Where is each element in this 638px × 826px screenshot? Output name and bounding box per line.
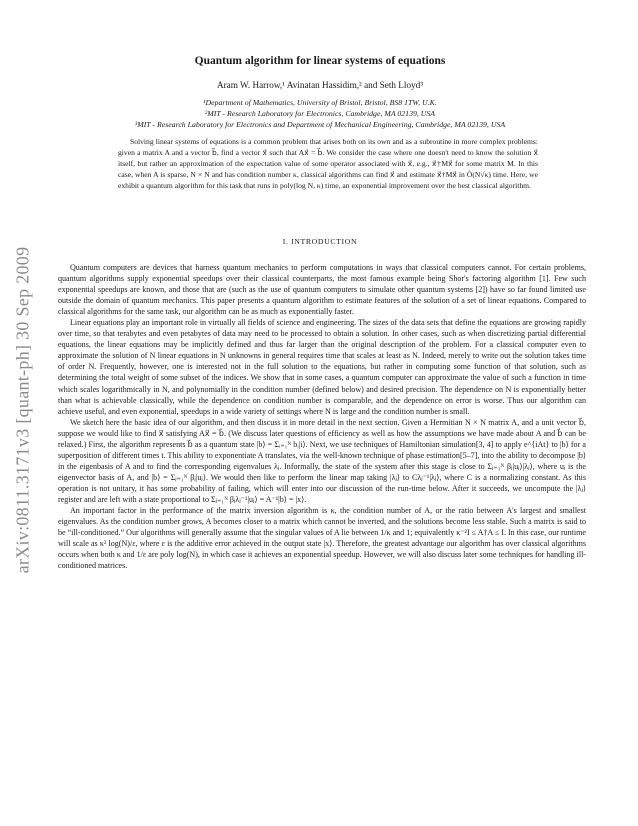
affiliation-2: ²MIT - Research Laboratory for Electronics, Cambridge, MA 02139, USA [204,109,436,118]
arxiv-stamp-text: arXiv:0811.3171v3 [quant-ph] 30 Sep 2009 [12,246,33,574]
paragraph: Quantum computers are devices that harness quantum mechanics to perform computations in ways that classical computers cannot. For certain problems, quantum algorithms supply exponential speedups over their classical counterparts, the most famous example being Shor's factoring algorithm [1]. Few such exponential speedups are known, and those that are (such as the use of quantum computers to simulate other quantum systems [2]) have so far found limited use outside the domain of quantum mechanics. This paper presents a quantum algorithm to estimate features of the solution of a set of linear equations. Compared to classical algorithms for the same task, our algorithm can be as much as exponentially faster. [58,263,586,317]
paper-title: Quantum algorithm for linear systems of equations [194,55,446,67]
paragraph: Linear equations play an important role in virtually all fields of science and engineering. The sizes of the data sets that define the equations are growing rapidly over time, so that terabytes and even petabytes of data may need to be processed to obtain a solution. In other cases, such as when discretizing partial differential equations, the linear equations may be implicitly defined and thus far larger than the original description of the problem. For a classical computer even to approximate the solution of N linear equations in N unknowns in general requires time that scales at least as N. Indeed, merely to write out the solution takes time of order N. Frequently, however, one is interested not in the full solution to the equations, but rather in computing some function of that solution, such as determining the total weight of some subset of the indices. We show that in some cases, a quantum computer can approximate the value of such a function in time which scales logarithmically in N, and polynomially in the condition number (defined below) and desired precision. The dependence on N is exponentially better than what is achievable classically, while the dependence on condition number is comparable, and the dependence on error is worse. Thus our algorithm can achieve useful, and even exponential, speedups in a wide variety of settings where N is large and the condition number is small. [58,318,586,416]
body-text [58,262,586,571]
section-heading: I. INTRODUCTION [282,237,358,246]
paragraph: We sketch here the basic idea of our algorithm, and then discuss it in more detail in the next section. Given a Hermitian N × N matrix A, and a unit vector b⃗, suppose we would like to find x⃗ satisfying Ax⃗ = b⃗. (We discuss later questions of efficiency as well as how the assumptions we have made about A and b⃗ can be relaxed.) First, the algorithm represents b⃗ as a quantum state |b⟩ = Σᵢ₌₁ᴺ bᵢ|i⟩. Next, we use techniques of Hamiltonian simulation[3, 4] to apply e^{iAt} to |b⟩ for a superposition of different times t. This ability to exponentiate A translates, via the well-known technique of phase estimation[5–7], into the ability to decompose |b⟩ in the eigenbasis of A and to find the corresponding eigenvalues λⱼ. Informally, the state of the system after this stage is close to Σⱼ₌₁ᴺ βⱼ|uⱼ⟩|λⱼ⟩, where uⱼ is the eigenvector basis of A, and |b⟩ = Σⱼ₌₁ᴺ βⱼ|uⱼ⟩. We would then like to perform the linear map taking |λⱼ⟩ to Cλⱼ⁻¹|λⱼ⟩, where C is a normalizing constant. As this operation is not unitary, it has some probability of failing, which will enter into our discussion of the run-time below. After it succeeds, we uncompute the |λⱼ⟩ register and are left with a state proportional to Σⱼ₌₁ᴺ βⱼλⱼ⁻¹|uⱼ⟩ = A⁻¹|b⟩ = |x⟩. [58,417,586,504]
affiliation-3: ³MIT - Research Laboratory for Electronics and Department of Mechanical Engineering, Cambridge, MA 02139, USA [134,120,506,129]
paragraph: An important factor in the performance of the matrix inversion algorithm is κ, the condition number of A, or the ratio between A's largest and smallest eigenvalues. As the condition number grows, A becomes closer to a matrix which cannot be inverted, and the solutions become less stable. Such a matrix is said to be “ill-conditioned.” Our algorithms will generally assume that the singular values of A lie between 1/κ and 1; equivalently κ⁻²I ≤ A†A ≤ I. In this case, our runtime will scale as κ² log(N)/ε, where ε is the additive error achieved in the output state |x⟩. Therefore, the greatest advantage our algorithm has over classical algorithms occurs when both κ and 1/ε are poly log(N), in which case it achieves an exponential speedup. However, we will also discuss later some techniques for handling ill-conditioned matrices. [58,506,586,571]
author-list: Aram W. Harrow,¹ Avinatan Hassidim,² and Seth Lloyd³ [216,80,423,90]
affiliation-1: ¹Department of Mathematics, University of Bristol, Bristol, BS8 1TW, U.K. [203,98,437,107]
abstract: Solving linear systems of equations is a common problem that arises both on its own and as a subroutine in more complex problems: given a matrix A and a vector b⃗, find a vector x⃗ such that Ax⃗ = b⃗. We consider the case where one doesn't need to know the solution x⃗ itself, but rather an approximation of the expectation value of some operator associated with x⃗, e.g., x⃗†Mx⃗ for some matrix M. In this case, when A is sparse, N × N and has condition number κ, classical algorithms can find x⃗ and estimate x⃗†Mx⃗ in Õ(N√κ) time. Here, we exhibit a quantum algorithm for this task that runs in poly(log N, κ) time, an exponential improvement over the best classical algorithm. [118,137,538,190]
arxiv-stamp [8,210,38,610]
